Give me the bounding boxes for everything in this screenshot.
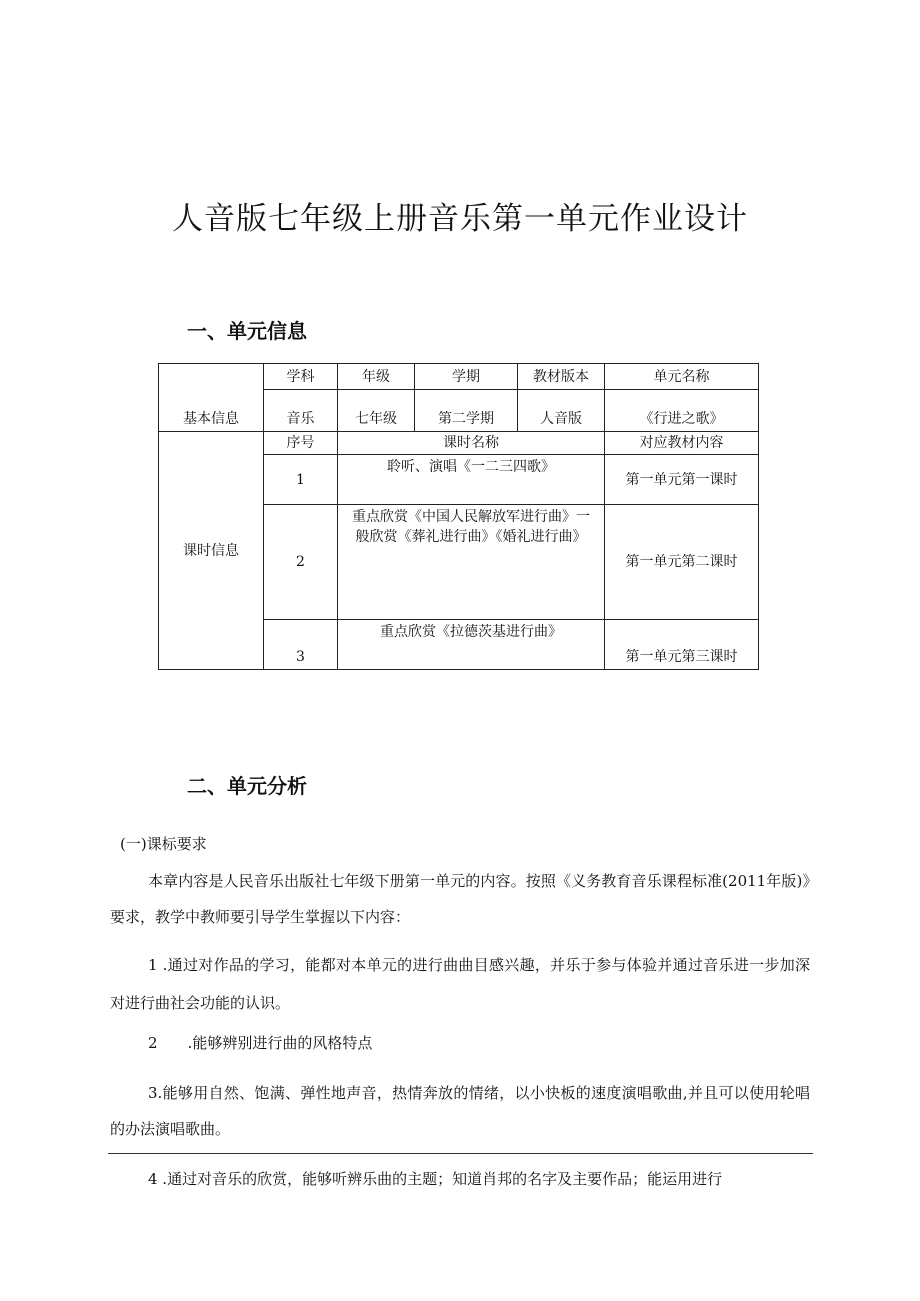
lesson-2-name: 重点欣赏《中国人民解放军进行曲》一般欣赏《葬礼进行曲》《婚礼进行曲》: [338, 505, 605, 620]
document-title: 人音版七年级上册音乐第一单元作业设计: [172, 201, 748, 237]
value-semester: 第二学期: [415, 390, 518, 432]
lesson-3-content: 第一单元第三课时: [605, 620, 759, 670]
unit-info-table: [158, 363, 759, 670]
value-subject: 音乐: [264, 390, 338, 432]
list-item-2-number: 2: [148, 1034, 158, 1052]
page-divider: [108, 1153, 813, 1154]
section-heading-unit-analysis: 二、单元分析: [187, 774, 307, 798]
list-item-3: 3.能够用自然、饱满、弹性地声音，热情奔放的情绪，以小快板的速度演唱歌曲,并且可以使用轮唱的办法演唱歌曲。: [110, 1084, 810, 1138]
lesson-info-label: 课时信息: [159, 432, 264, 670]
subheading-curriculum-requirements: (一)课标要求: [120, 835, 207, 853]
paragraph-intro: 本章内容是人民音乐出版社七年级下册第一单元的内容。按照《义务教育音乐课程标准(2011年版)》要求，教学中教师要引导学生掌握以下内容：: [110, 872, 810, 926]
lesson-2-content: 第一单元第二课时: [605, 505, 759, 620]
header-subject: 学科: [264, 364, 338, 390]
header-grade: 年级: [338, 364, 415, 390]
list-item-4: 4 .通过对音乐的欣赏，能够听辨乐曲的主题；知道肖邦的名字及主要作品；能运用进行: [148, 1170, 723, 1188]
list-item-2: [148, 1030, 848, 1056]
header-lesson-no: 序号: [264, 432, 338, 455]
value-unit-name: 《行进之歌》: [605, 390, 759, 432]
lesson-1-name: 聆听、演唱《一二三四歌》: [338, 455, 605, 505]
lesson-3-no: 3: [264, 620, 338, 670]
list-item-2-text: .能够辨别进行曲的风格特点: [187, 1034, 373, 1052]
value-textbook: 人音版: [518, 390, 605, 432]
list-item-1: 1 .通过对作品的学习，能都对本单元的进行曲曲目感兴趣，并乐于参与体验并通过音乐进一步加深对进行曲社会功能的认识。: [110, 956, 810, 1012]
header-unit-name: 单元名称: [605, 364, 759, 390]
header-lesson-name: 课时名称: [338, 432, 605, 455]
lesson-3-name: 重点欣赏《拉德茨基进行曲》: [338, 620, 605, 670]
header-textbook: 教材版本: [518, 364, 605, 390]
value-grade: 七年级: [338, 390, 415, 432]
section-heading-unit-info: 一、单元信息: [187, 319, 307, 343]
lesson-1-content: 第一单元第一课时: [605, 455, 759, 505]
lesson-1-no: 1: [264, 455, 338, 505]
lesson-2-no: 2: [264, 505, 338, 620]
basic-info-label: 基本信息: [159, 364, 264, 432]
header-lesson-content: 对应教材内容: [605, 432, 759, 455]
header-semester: 学期: [415, 364, 518, 390]
